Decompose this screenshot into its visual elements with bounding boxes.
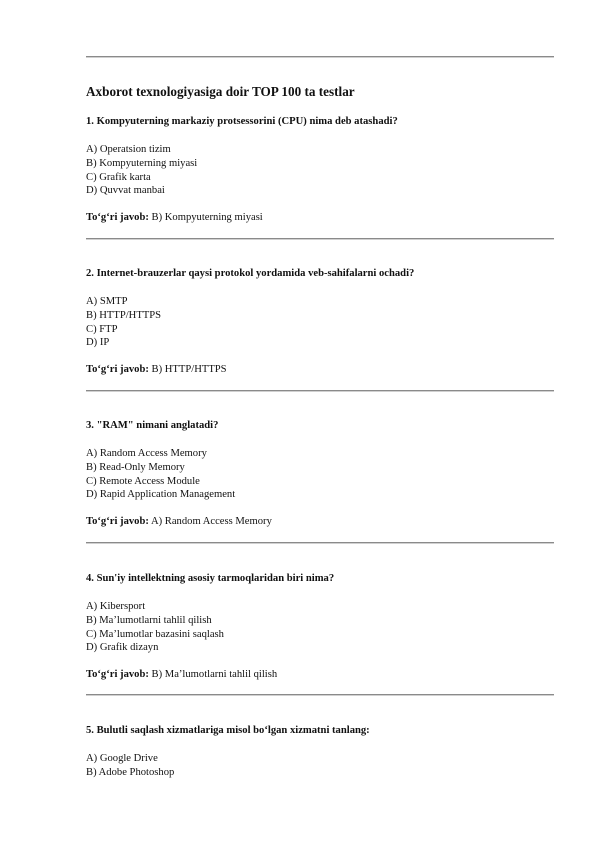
divider-1 — [86, 238, 554, 240]
option-b: B) Adobe Photoshop — [86, 766, 175, 778]
option-a: A) Google Drive — [86, 753, 158, 764]
options-list — [86, 295, 554, 350]
option-b: B) Ma’lumotlarni tahlil qilish — [86, 614, 212, 626]
option-a: A) Operatsion tizim — [86, 144, 171, 155]
correct-answer — [86, 211, 554, 225]
options-list — [86, 447, 554, 502]
divider-4 — [86, 694, 554, 696]
answer-value: B) Kompyuterning miyasi — [151, 212, 263, 224]
answer-value: A) Random Access Memory — [150, 516, 272, 528]
document-title: Axborot texnologiyasiga doir TOP 100 ta testlar — [86, 84, 355, 99]
option-b: B) HTTP/HTTPS — [86, 309, 162, 321]
correct-answer — [86, 363, 554, 377]
question-text: 5. Bulutli saqlash xizmatlariga misol bo‘lgan xizmatni tanlang: — [86, 725, 370, 736]
option-b: B) Read-Only Memory — [86, 461, 185, 473]
question-3 — [86, 419, 554, 529]
option-d: D) IP — [86, 337, 110, 349]
correct-answer — [86, 668, 554, 682]
top-divider — [86, 56, 554, 58]
answer-label: To‘g‘ri javob: — [86, 516, 149, 528]
option-b: B) Kompyuterning miyasi — [86, 157, 198, 169]
option-c: C) Remote Access Module — [86, 475, 200, 487]
option-c: C) Grafik karta — [86, 171, 151, 183]
option-a: A) SMTP — [86, 296, 128, 307]
question-text: 2. Internet-brauzerlar qaysi protokol yordamida veb-sahifalarni ochadi? — [86, 268, 415, 279]
question-text: 3. "RAM" nimani anglatadi? — [86, 420, 219, 431]
option-c: C) FTP — [86, 323, 118, 335]
answer-label: To‘g‘ri javob: — [86, 364, 149, 376]
option-a: A) Random Access Memory — [86, 448, 207, 459]
correct-answer — [86, 515, 554, 529]
question-5 — [86, 724, 554, 780]
option-c: C) Ma’lumotlar bazasini saqlash — [86, 628, 224, 640]
options-list — [86, 752, 554, 780]
option-d: D) Rapid Application Management — [86, 489, 236, 501]
answer-label: To‘g‘ri javob: — [86, 669, 149, 681]
divider-2 — [86, 390, 554, 392]
question-2 — [86, 267, 554, 377]
option-d: D) Quvvat manbai — [86, 185, 165, 197]
divider-3 — [86, 542, 554, 544]
answer-value: B) Ma’lumotlarni tahlil qilish — [151, 669, 278, 681]
question-text: 4. Sun'iy intellektning asosiy tarmoqlaridan biri nima? — [86, 573, 335, 584]
option-a: A) Kibersport — [86, 601, 146, 612]
options-list — [86, 143, 554, 198]
answer-value: B) HTTP/HTTPS — [151, 364, 227, 376]
options-list — [86, 600, 554, 655]
question-text: 1. Kompyuterning markaziy protsessorini (CPU) nima deb atashadi? — [86, 116, 398, 127]
question-4 — [86, 572, 554, 682]
answer-label: To‘g‘ri javob: — [86, 212, 149, 224]
question-1 — [86, 115, 554, 225]
option-d: D) Grafik dizayn — [86, 642, 159, 654]
